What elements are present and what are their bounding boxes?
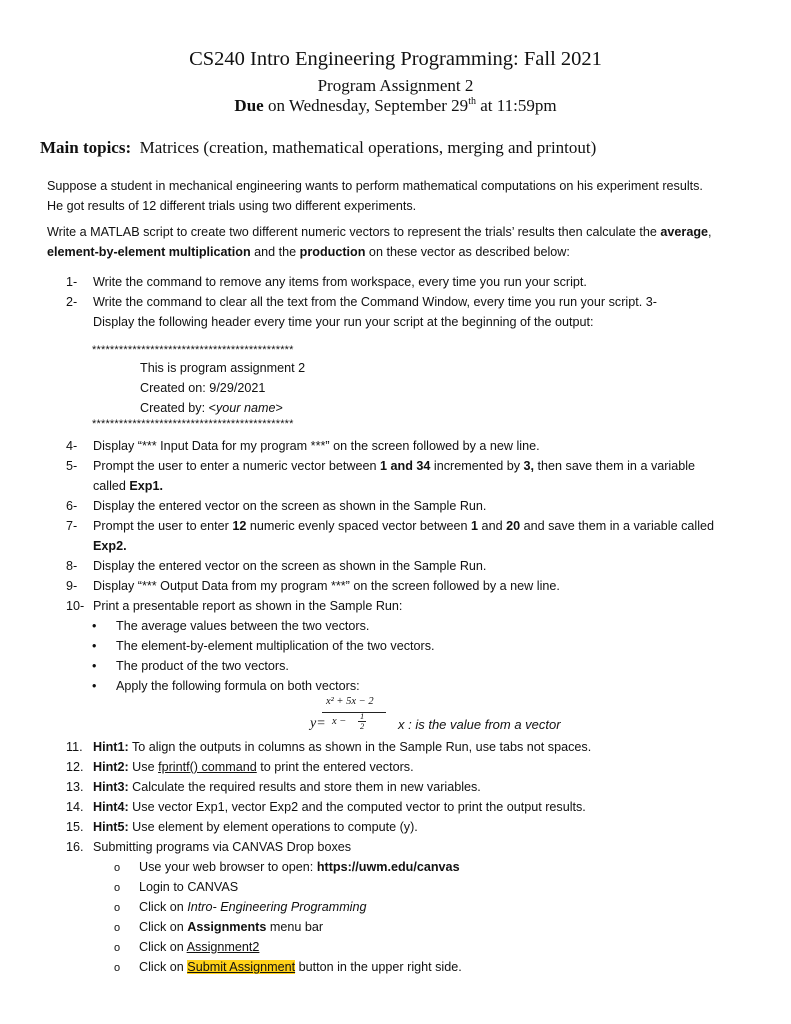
item-text: to print the entered vectors. — [256, 760, 414, 774]
item-text: Display “*** Input Data for my program ***” on the screen followed by a new line. — [93, 439, 540, 453]
item-bold: 1 — [471, 519, 479, 533]
course-name: Intro- Engineering Programming — [187, 900, 367, 914]
item-number: 6- — [66, 499, 78, 513]
item-number: 14. — [66, 800, 84, 814]
circle-bullet-icon: o — [114, 862, 121, 874]
step-text: button in the upper right side. — [295, 960, 462, 974]
due-label: Due — [234, 96, 264, 115]
circle-bullet-icon: o — [114, 882, 121, 894]
task-end: on these vector as described below: — [365, 245, 570, 259]
item-text: incremented by — [430, 459, 524, 473]
item-text: Display “*** Output Data from my program ***” on the screen followed by a new line. — [93, 579, 560, 593]
bullet-text: Apply the following formula on both vectors: — [116, 679, 360, 693]
submission-step — [114, 877, 238, 898]
bullet-icon: • — [92, 639, 97, 653]
item-text: then save them in a variable — [534, 459, 696, 473]
item-number: 12. — [66, 760, 84, 774]
item-text: numeric evenly spaced vector between — [246, 519, 472, 533]
formula-note: x : is the value from a vector — [398, 717, 561, 732]
item-bold: Exp1. — [129, 479, 164, 493]
task-comma: , — [708, 225, 712, 239]
list-item — [66, 556, 756, 576]
bullet-item — [92, 616, 369, 636]
step-text: Click on — [139, 960, 188, 974]
course-title: CS240 Intro Engineering Programming: Fall 2021 — [189, 48, 602, 70]
list-item — [66, 456, 756, 476]
due-date-suffix: th — [468, 96, 476, 107]
task-and: and the — [250, 245, 300, 259]
list-item — [66, 777, 756, 797]
item-number: 5- — [66, 459, 78, 473]
due-date-line — [0, 96, 791, 116]
submission-step — [114, 857, 460, 878]
list-item — [66, 272, 756, 292]
formula-den-two: 2 — [360, 721, 365, 731]
list-item-continuation — [93, 536, 127, 556]
header-line-2: Created on: 9/29/2021 — [140, 381, 266, 395]
hint-label: Hint2: — [93, 760, 129, 774]
step-text: Login to CANVAS — [139, 880, 239, 894]
assignments-menu: Assignments — [187, 920, 267, 934]
item-text: Display the entered vector on the screen as shown in the Sample Run. — [93, 499, 487, 513]
step-text: Use your web browser to open: — [139, 860, 317, 874]
canvas-url-link[interactable]: https://uwm.edu/canvas — [316, 860, 460, 874]
submission-step — [114, 897, 367, 918]
submit-assignment-highlight: Submit Assignment — [187, 960, 296, 974]
header-stars-bottom: ********************************************* — [92, 418, 294, 430]
submission-step — [114, 937, 259, 958]
task-production: production — [299, 245, 366, 259]
assignment2-link[interactable]: Assignment2 — [186, 940, 260, 954]
item-text: Write the command to remove any items from workspace, every time you run your script. — [93, 275, 587, 289]
due-date-text: on Wednesday, September 29 — [263, 96, 469, 115]
item-text: and — [478, 519, 507, 533]
step-text: Click on — [139, 940, 187, 954]
main-topics-label: Main topics: — [40, 138, 132, 157]
item-number: 9- — [66, 579, 78, 593]
item-number: 8- — [66, 559, 78, 573]
bullet-text: The product of the two vectors. — [116, 659, 289, 673]
item-number: 7- — [66, 519, 78, 533]
item-text: Submitting programs via CANVAS Drop boxes — [93, 840, 352, 854]
intro-line-2: He got results of 12 different trials using two different experiments. — [47, 199, 417, 213]
bullet-item — [92, 676, 360, 696]
item-text: Use element by element operations to compute (y). — [128, 820, 418, 834]
main-topics — [40, 138, 596, 158]
item-bold: Exp2. — [93, 539, 127, 553]
header-line-1: This is program assignment 2 — [140, 361, 306, 375]
intro-line-1: Suppose a student in mechanical engineering wants to perform mathematical computations on his experiment results. — [47, 179, 703, 193]
bullet-item — [92, 656, 289, 676]
list-item — [66, 817, 756, 837]
list-item — [66, 576, 756, 596]
item-text: Display the entered vector on the screen as shown in the Sample Run. — [93, 559, 487, 573]
circle-bullet-icon: o — [114, 962, 121, 974]
item-number: 2- — [66, 295, 78, 309]
bullet-text: The average values between the two vectors. — [116, 619, 370, 633]
task-elem-mult: element-by-element multiplication — [47, 245, 251, 259]
item-text: Prompt the user to enter — [93, 519, 233, 533]
step-text: Click on — [139, 900, 188, 914]
list-item — [66, 737, 756, 757]
formula-numerator: x² + 5x − 2 — [326, 696, 374, 707]
item-text: Print a presentable report as shown in the Sample Run: — [93, 599, 403, 613]
item-number: 1- — [66, 275, 78, 289]
formula-den-one: 1 — [360, 711, 365, 721]
item-number: 11. — [66, 740, 83, 754]
item-text: Prompt the user to enter a numeric vector between — [93, 459, 380, 473]
circle-bullet-icon: o — [114, 902, 121, 914]
circle-bullet-icon: o — [114, 922, 121, 934]
header-line-3 — [140, 398, 283, 418]
item-text: Use vector Exp1, vector Exp2 and the computed vector to print the output results. — [128, 800, 586, 814]
hint-label: Hint3: — [93, 780, 129, 794]
item-bold: 20 — [506, 519, 521, 533]
task-text: Write a MATLAB script to create two different numeric vectors to represent the trials’ results then calculate the — [47, 225, 661, 239]
item-number: 4- — [66, 439, 78, 453]
item-text: Write the command to clear all the text from the Command Window, every time you run your script. 3- — [93, 295, 657, 309]
item-bold: 3, — [523, 459, 535, 473]
task-paragraph — [47, 222, 757, 262]
submission-step — [114, 957, 462, 978]
y-formula — [310, 696, 590, 742]
item-text: called — [93, 479, 130, 493]
hint-label: Hint5: — [93, 820, 129, 834]
hint-label: Hint1: — [93, 740, 129, 754]
item-bold: 12 — [232, 519, 247, 533]
bullet-icon: • — [92, 619, 97, 633]
item-number: 16. — [66, 840, 84, 854]
due-time: at 11:59pm — [475, 96, 557, 115]
main-topics-text: Matrices (creation, mathematical operations, merging and printout) — [139, 138, 597, 157]
formula-den-x: x − — [332, 716, 347, 727]
list-item-continuation: Display the following header every time your run your script at the beginning of the output: — [93, 315, 594, 329]
list-item — [66, 292, 756, 312]
bullet-icon: • — [92, 659, 97, 673]
item-text: Use — [128, 760, 159, 774]
list-item — [66, 757, 756, 777]
list-item — [66, 596, 756, 616]
item-text: To align the outputs in columns as shown in the Sample Run, use tabs not spaces. — [128, 740, 592, 754]
created-by-close: > — [275, 401, 283, 415]
formula-y: y= — [310, 716, 326, 731]
step-text: menu bar — [266, 920, 324, 934]
item-number: 13. — [66, 780, 84, 794]
bullet-icon: • — [92, 679, 97, 693]
list-item — [66, 837, 756, 857]
bullet-item — [92, 636, 434, 656]
bullet-text: The element-by-element multiplication of the two vectors. — [116, 639, 435, 653]
fraction-bar — [322, 712, 386, 713]
header-stars-top: ********************************************* — [92, 344, 294, 356]
step-text: Click on — [139, 920, 188, 934]
list-item — [66, 797, 756, 817]
list-item — [66, 516, 756, 536]
item-text: and save them in a variable called — [520, 519, 715, 533]
list-item-continuation — [93, 476, 163, 496]
created-by-label: Created by: < — [140, 401, 216, 415]
assignment-subtitle: Program Assignment 2 — [317, 76, 474, 95]
item-text: Calculate the required results and store them in new variables. — [128, 780, 481, 794]
task-average: average — [660, 225, 709, 239]
circle-bullet-icon: o — [114, 942, 121, 954]
list-item — [66, 436, 756, 456]
your-name-placeholder: your name — [215, 401, 276, 415]
item-number: 10- — [66, 599, 85, 613]
intro-paragraph — [47, 176, 757, 216]
fprintf-command-link[interactable]: fprintf() command — [158, 760, 257, 774]
list-item — [66, 496, 756, 516]
item-bold: 1 and 34 — [380, 459, 431, 473]
hint-label: Hint4: — [93, 800, 129, 814]
item-number: 15. — [66, 820, 84, 834]
submission-step — [114, 917, 323, 938]
